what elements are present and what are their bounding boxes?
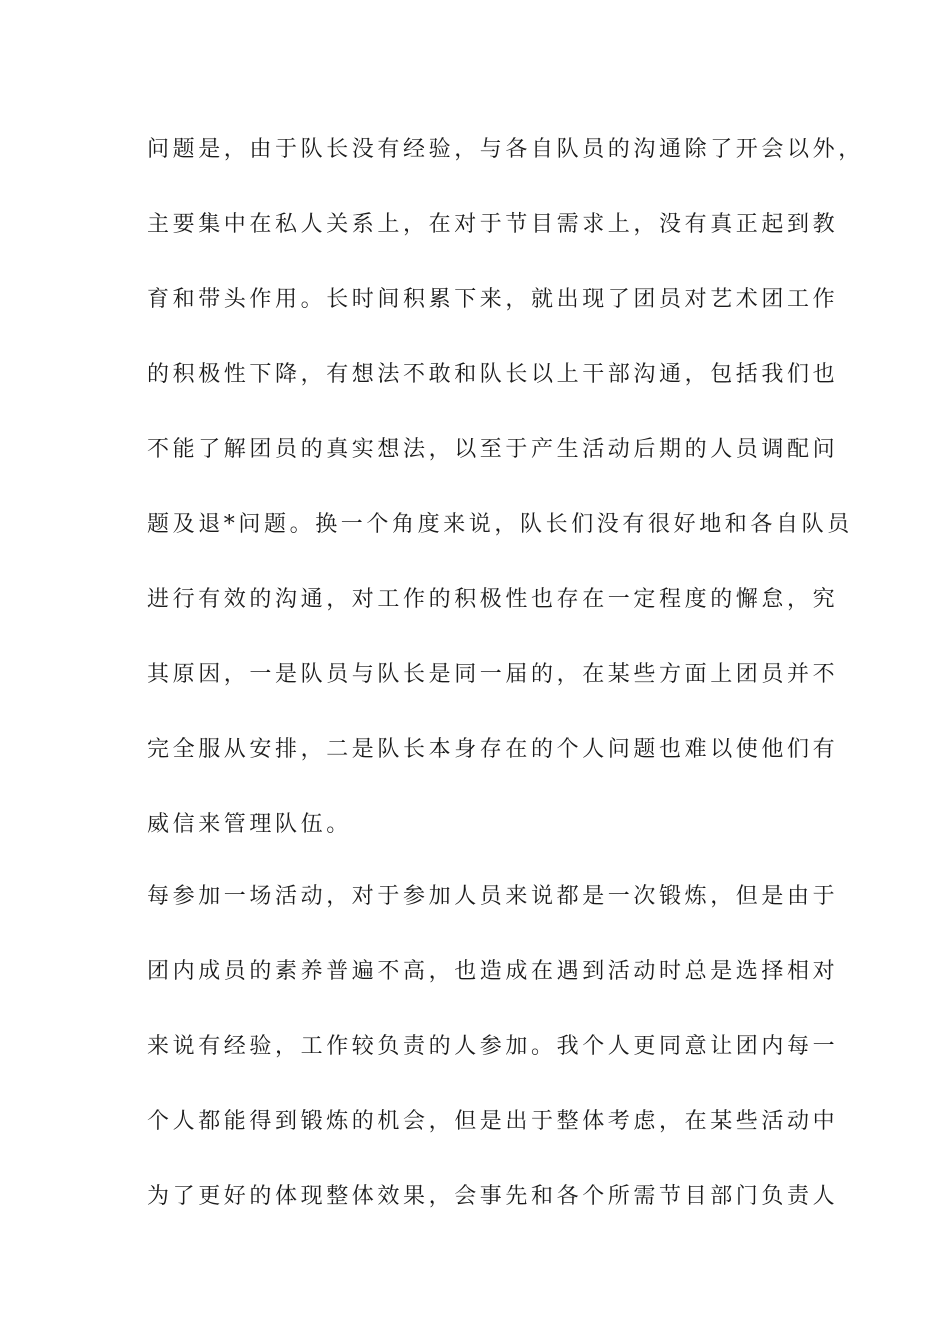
text-line: 完全服从安排，二是队长本身存在的个人问题也难以使他们有 bbox=[147, 737, 839, 762]
text-line: 主要集中在私人关系上，在对于节目需求上，没有真正起到教 bbox=[147, 212, 839, 237]
text-line: 不能了解团员的真实想法，以至于产生活动后期的人员调配问 bbox=[147, 437, 839, 462]
text-line: 威信来管理队伍。 bbox=[147, 812, 352, 837]
text-line: 团内成员的素养普遍不高，也造成在遇到活动时总是选择相对 bbox=[147, 959, 839, 984]
text-line: 问题是，由于队长没有经验，与各自队员的沟通除了开会以外， bbox=[147, 137, 864, 162]
text-line: 进行有效的沟通，对工作的积极性也存在一定程度的懈怠，究 bbox=[147, 587, 839, 612]
text-line: 其原因，一是队员与队长是同一届的，在某些方面上团员并不 bbox=[147, 662, 839, 687]
text-line: 为了更好的体现整体效果，会事先和各个所需节目部门负责人 bbox=[147, 1184, 839, 1209]
text-line: 个人都能得到锻炼的机会，但是出于整体考虑，在某些活动中 bbox=[147, 1109, 839, 1134]
text-line: 每参加一场活动，对于参加人员来说都是一次锻炼，但是由于 bbox=[147, 884, 839, 909]
text-line: 育和带头作用。长时间积累下来，就出现了团员对艺术团工作 bbox=[147, 287, 839, 312]
text-line: 的积极性下降，有想法不敢和队长以上干部沟通，包括我们也 bbox=[147, 362, 839, 387]
text-line: 题及退*问题。换一个角度来说，队长们没有很好地和各自队员 bbox=[147, 512, 853, 537]
text-line: 来说有经验，工作较负责的人参加。我个人更同意让团内每一 bbox=[147, 1034, 839, 1059]
